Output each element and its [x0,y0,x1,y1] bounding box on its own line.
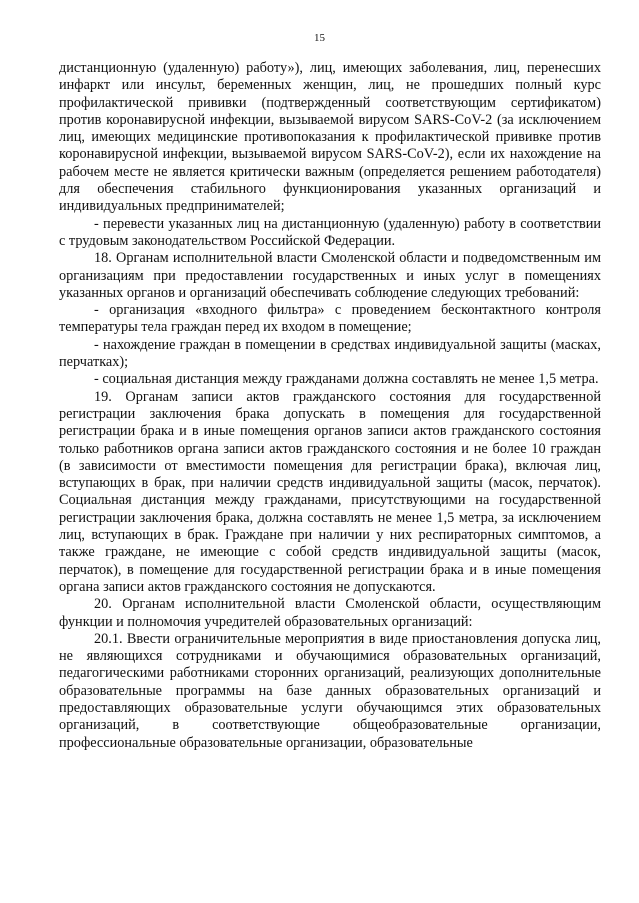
paragraph: дистанционную (удаленную) работу»), лиц, имеющих заболевания, лиц, перенесших инфаркт или инсульт, беременных женщин, лиц, не прошедших полный курс профилактической прививки (подтвержденный соответствующим сертификатом) против коронавирусной инфекции, вызываемой вирусом SARS-CoV-2 (за исключением лиц, имеющих медицинские противопоказания к профилактической прививке против коронавирусной инфекции, вызываемой вирусом SARS-CoV-2), если их нахождение на рабочем месте не является критически важным (определяется решением работодателя) для обеспечения стабильного функционирования указанных организаций и индивидуальных предпринимателей; [59,60,601,215]
paragraph: - социальная дистанция между гражданами должна составлять не менее 1,5 метра. [94,371,599,388]
paragraph: - организация «входного фильтра» с проведением бесконтактного контроля температуры тела граждан перед их входом в помещение; [59,302,601,336]
paragraph: - нахождение граждан в помещении в средствах индивидуальной защиты (масках, перчатках); [59,336,601,371]
page-number: 15 [314,32,325,44]
paragraph: - перевести указанных лиц на дистанционную (удаленную) работу в соответствии с трудовым законодательством Российской Федерации. [59,215,601,249]
paragraph: 20.1. Ввести ограничительные мероприятия в виде приостановления допуска лиц, не являющихся сотрудниками и обучающимися образовательных организаций, педагогическими работниками сторонних организаций, реализующих дополнительные образовательные программы на базе данных образовательных организаций и предоставляющих образовательные услуги обучающимся этих образовательных организаций, в соответствующие общеобразовательные организации, профессиональные образовательные организации, образовательные [59,630,601,751]
paragraph: 19. Органам записи актов гражданского состояния для государственной регистрации заключения брака допускать в помещения для государственной регистрации брака и в иные помещения органов записи актов гражданского состояния только работников органа записи актов гражданского состояния и не более 10 граждан (в зависимости от вместимости помещения для регистрации брака), включая лиц, вступающих в брак, при наличии средств индивидуальной защиты (масок, перчаток). Социальная дистанция между гражданами, присутствующими на государственной регистрации заключения брака, должна составлять не менее 1,5 метра, за исключением лиц, вступающих в брак. Граждане при наличии у них респираторных симптомов, а также граждане, не имеющие с собой средств индивидуальной защиты (масок, перчаток), в помещение для государственной регистрации брака и в иные помещения органа записи актов гражданского состояния не допускаются. [59,388,601,595]
paragraph: 20. Органам исполнительной власти Смоленской области, осуществляющим функции и полномочия учредителей образовательных организаций: [59,596,601,630]
document-body [59,60,601,752]
paragraph: 18. Органам исполнительной власти Смоленской области и подведомственным им организациям при предоставлении государственных и иных услуг в помещениях указанных органов и организаций обеспечивать соблюдение следующих требований: [59,250,601,301]
